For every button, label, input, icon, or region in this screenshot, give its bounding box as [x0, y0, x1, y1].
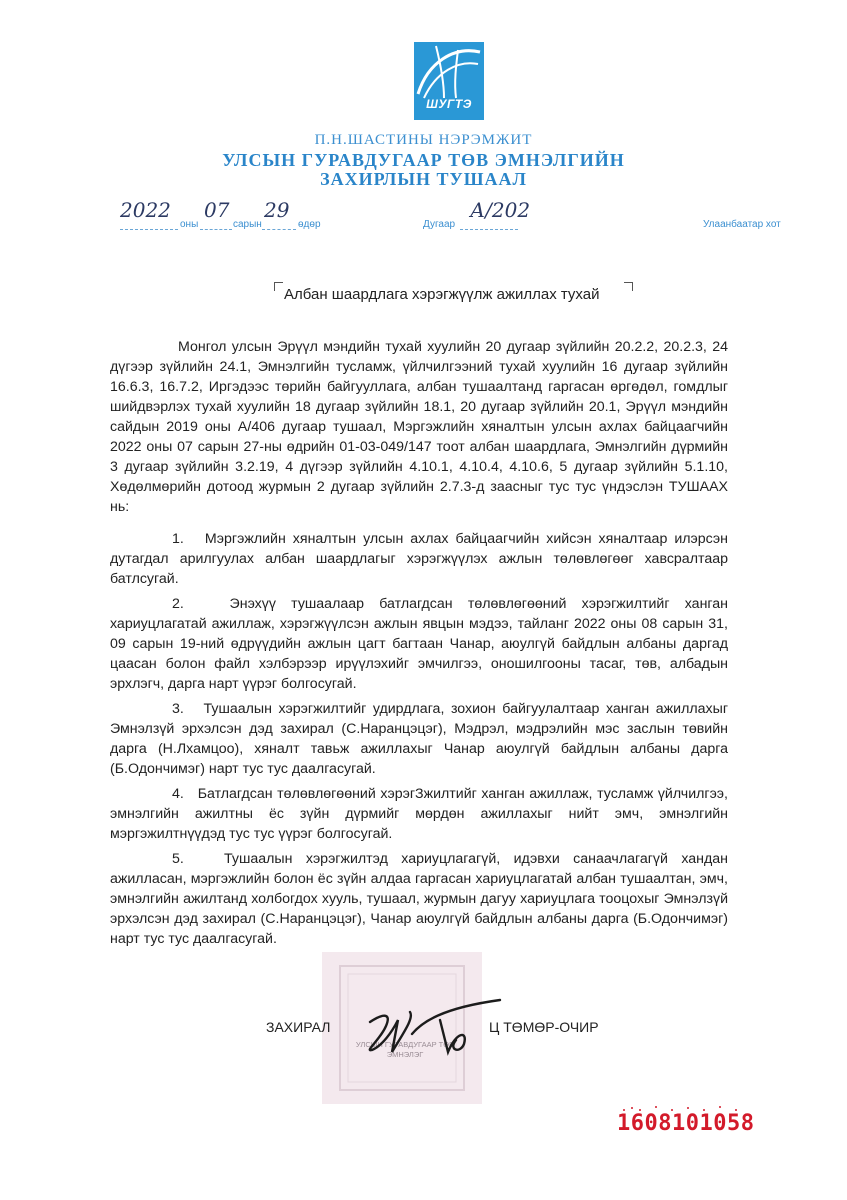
- day-handwritten: 29: [264, 198, 290, 222]
- header-line-2: УЛСЫН ГУРАВДУГААР ТӨВ ЭМНЭЛГИЙН: [222, 150, 625, 170]
- order-item-2: 2. Энэхүү тушаалаар батлагдсан төлөвлөгөөний хэрэгжилтийг ханган хариуцлагатай ажиллаж, хэрэгжүүлсэн ажлын явцын мэдээ, тайланг 2022 оны 08 сарын 31, 09 сарын 19-ний өдрүүдийн ажлын цагт багтаан Чанар, аюулгүй байдлын албаны даргад цаасан болон файл хэлбэрээр ирүүлэхийг эмчилгээ, оношилгооны тасаг, төв, албадын эрхлэгч, дарга нарт үүрэг болгосугай.: [110, 596, 728, 692]
- signatory-name: Ц ТӨМӨР-ОЧИР: [489, 1019, 599, 1035]
- header-line-3: ЗАХИРЛЫН ТУШААЛ: [320, 169, 527, 189]
- header-line-1: П.Н.ШАСТИНЫ НЭРЭМЖИТ: [314, 132, 533, 148]
- month-handwritten: 07: [204, 198, 230, 222]
- month-suffix: сарын: [233, 219, 262, 230]
- year-handwritten: 2022: [120, 198, 171, 222]
- order-body: [110, 337, 728, 954]
- subject-bracket-left: [274, 282, 283, 291]
- hospital-logo: [414, 42, 484, 120]
- handwritten-signature: [352, 992, 502, 1062]
- number-underline: [460, 229, 518, 230]
- preamble-paragraph: Монгол улсын Эрүүл мэндийн тухай хуулийн 20 дугаар зүйлийн 20.2.2, 20.2.3, 24 дүгээр зүйлийн 24.1, Эмнэлгийн тусламж, үйлчилгээний тухай хуулийн 16 дугаар зүйлийн 16.6.3, 16.7.2, Иргэдээс төрийн байгууллага, албан тушаалтанд гаргасан өргөдөл, гомдлыг шийдвэрлэх тухай хуулийн 18 дугаар зүйлийн 18.1, 20 дугаар зүйлийн 20.1, Эрүүл мэндийн сайдын 2019 оны А/406 дугаар тушаал, Мэргэжлийн хяналтын улсын ахлах байцаагчийн 2022 оны 07 сарын 27-ны өдрийн 01-03-049/147 тоот албан шаардлага, Эмнэлгийн дүрмийн 3 дугаар зүйлийн 3.2.19, 4 дүгээр зүйлийн 4.10.1, 4.10.4, 4.10.6, 5 дугаар зүйлийн 5.1.10, Хөдөлмөрийн дотоод журмын 2 дугаар зүйлийн 2.7.3-д заасныг тус тус үндэслэн ТУШААХ нь:: [110, 339, 728, 515]
- signature-title: ЗАХИРАЛ: [266, 1019, 331, 1035]
- subject-bracket-right: [624, 282, 633, 291]
- logo-text: ШУГТЭ: [426, 97, 472, 111]
- stamp-line-2: ЭМНЭЛЭГ: [386, 1050, 424, 1059]
- stamp-line-1: УЛСЫН ГУРАВДУГААР ТӨВ: [355, 1040, 455, 1049]
- order-item-3: 3. Тушаалын хэрэгжилтийг удирдлага, зохион байгуулалтаар ханган ажиллахыг Эмнэлзүй эрхэлсэн дэд захирал (С.Наранцэцэг), Мэдрэл, мэдрэлийн мэс заслын төвийн дарга (Н.Лхамцоо), хяналт тавьж ажиллахыг Чанар аюулгүй байдлын албаны дарга (Б.Одончимэг) нарт тус тус даалгасугай.: [110, 701, 728, 777]
- city-label: Улаанбаатар хот: [703, 219, 781, 230]
- year-underline: [120, 229, 178, 230]
- number-label: Дугаар: [423, 219, 456, 230]
- day-suffix: өдөр: [298, 219, 321, 230]
- order-item-4: 4. Батлагдсан төлөвлөгөөний хэрэгЗжилтийг ханган ажиллаж, тусламж үйлчилгээ, эмнэлгийн ажилтны ёс зүйн дүрмийг мөрдөн ажиллахыг нийт эмч, эмнэлгийн мэргэжилтнүүдэд тус тус үүрэг болгосугай.: [110, 786, 728, 842]
- serial-number: 1608101058: [617, 1111, 755, 1136]
- day-underline: [262, 229, 296, 230]
- order-item-5: 5. Тушаалын хэрэгжилтэд хариуцлагагүй, идэвхи санаачлагагүй хандан ажилласан, мэргэжлийн болон ёс зүйн алдаа гаргасан хариуцлагатай албан тушаалтан, эмч, эмнэлгийн ажилтанд холбогдох хууль, тушаал, журмын дагуу хариуцлага тооцохыг Эмнэлзүй эрхэлсэн дэд захирал (С.Наранцэцэг), Чанар аюулгүй байдлын албаны дарга (Б.Одончимэг) нарт тус тус даалгасугай.: [110, 851, 728, 947]
- month-underline: [200, 229, 232, 230]
- order-subject: Албан шаардлага хэрэгжүүлж ажиллах тухай: [284, 286, 600, 303]
- order-item-1: 1. Мэргэжлийн хяналтын улсын ахлах байцаагчийн хийсэн хяналтаар илэрсэн дутагдал арилгуулах албан шаардлагыг хэрэгжүүлэх ажлын төлөвлөгөөг хавсралтаар батлсугай.: [110, 531, 728, 587]
- year-suffix: оны: [180, 219, 199, 230]
- order-number-handwritten: А/202: [470, 198, 531, 222]
